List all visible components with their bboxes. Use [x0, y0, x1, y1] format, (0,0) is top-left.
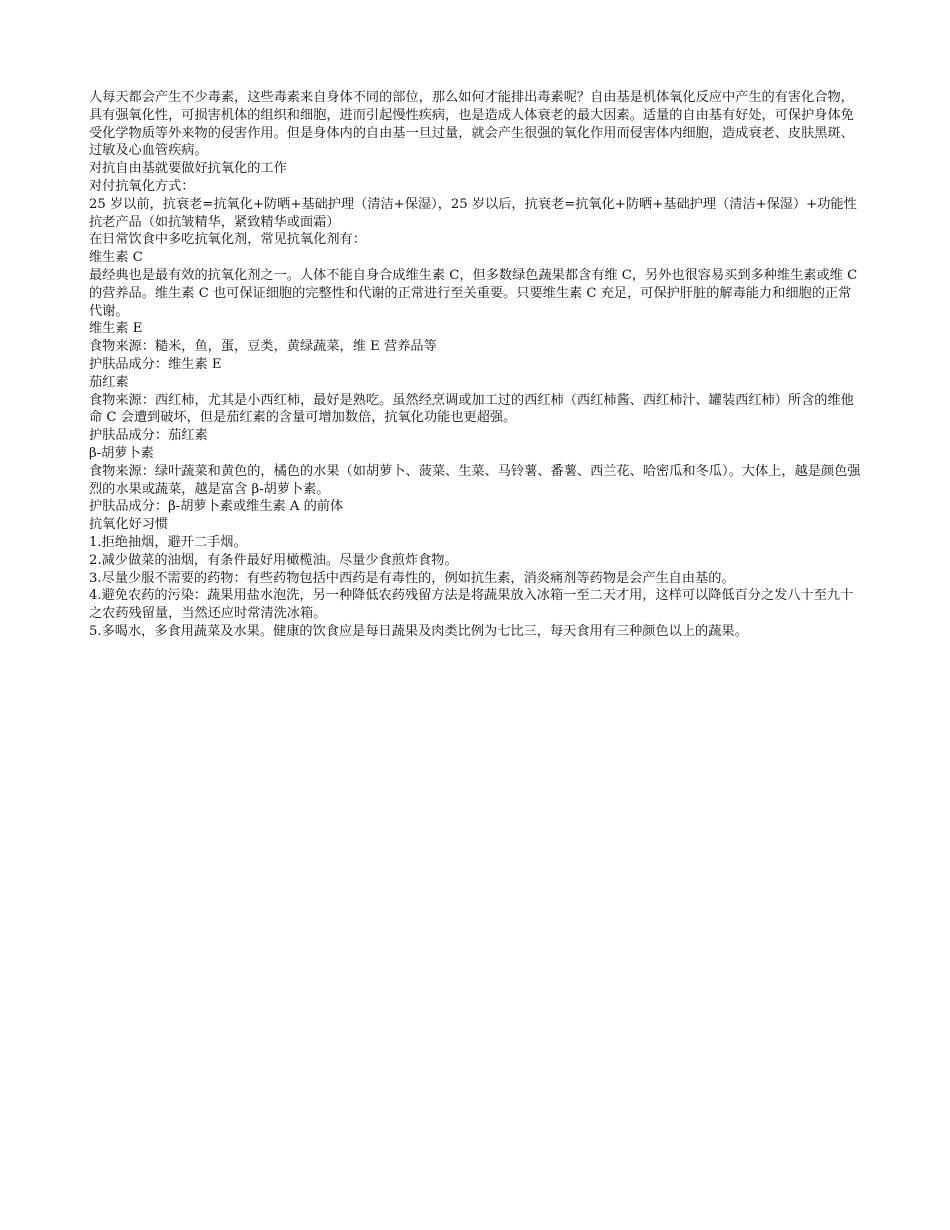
heading-antioxidant-work: 对抗自由基就要做好抗氧化的工作	[89, 161, 287, 177]
heading-diet: 在日常饮食中多吃抗氧化剂，常见抗氧化剂有：	[89, 232, 366, 248]
habit-item-1: 1.拒绝抽烟，避开二手烟。	[89, 534, 247, 550]
paragraph-age-formula: 25 岁以前，抗衰老=抗氧化+防晒+基础护理（清洁+保湿），25 岁以后，抗衰老=抗氧化+防晒+基础护理（清洁+保湿）+功能性抗老产品（如抗皱精华，紧致精华或面霜）	[89, 196, 857, 230]
heading-vitamin-c: 维生素 C	[89, 250, 143, 266]
beta-carotene-skincare: 护肤品成分：β-胡萝卜素或维生素 A 的前体	[89, 499, 344, 515]
paragraph-vitamin-c: 最经典也是最有效的抗氧化剂之一。人体不能自身合成维生素 C，但多数绿色蔬果都含有维 C，另外也很容易买到多种维生素或维 C 的营养品。维生素 C 也可保证细胞的完整性和代谢的正常进行至关重要。只要维生素 C 充足，可保护肝脏的解毒能力和细胞的正常代谢。	[89, 267, 858, 319]
habit-item-4: 4.避免农药的污染：蔬果用盐水泡洗，另一种降低农药残留方法是将蔬果放入冰箱一至二天才用，这样可以降低百分之发八十至九十之农药残留量，当然还应时常清洗冰箱。	[89, 588, 854, 622]
habit-item-3: 3.尽量少服不需要的药物：有些药物包括中西药是有毒性的，例如抗生素，消炎痛剂等药物是会产生自由基的。	[89, 570, 735, 586]
heading-vitamin-e: 维生素 E	[89, 321, 143, 337]
heading-lycopene: 茄红素	[89, 374, 129, 390]
document-body	[89, 89, 864, 641]
habit-item-2: 2.减少做菜的油烟，有条件最好用橄榄油。尽量少食煎炸食物。	[89, 552, 458, 568]
lycopene-food-source: 食物来源：西红柿，尤其是小西红柿，最好是熟吃。虽然经烹调或加工过的西红柿（西红柿酱、西红柿汁、罐装西红柿）所含的维他命 C 会遭到破坏，但是茄红素的含量可增加数倍，抗氧化功能也更超强。	[89, 392, 854, 426]
heading-good-habits: 抗氧化好习惯	[89, 517, 169, 533]
heading-beta-carotene: β-胡萝卜素	[89, 445, 154, 461]
habit-item-5: 5.多喝水，多食用蔬菜及水果。健康的饮食应是每日蔬果及肉类比例为七比三，每天食用有三种颜色以上的蔬果。	[89, 623, 748, 639]
vitamin-e-skincare: 护肤品成分：维生素 E	[89, 356, 222, 372]
lycopene-skincare: 护肤品成分：茄红素	[89, 428, 208, 444]
vitamin-e-food-source: 食物来源：糙米，鱼，蛋，豆类，黄绿蔬菜，维 E 营养品等	[89, 339, 437, 355]
beta-carotene-food-source: 食物来源：绿叶蔬菜和黄色的，橘色的水果（如胡萝卜、菠菜、生菜、马铃薯、番薯、西兰花、哈密瓜和冬瓜）。大体上，越是颜色强烈的水果或蔬菜，越是富含 β-胡萝卜素。	[89, 463, 861, 497]
heading-methods: 对付抗氧化方式：	[89, 178, 195, 194]
intro-paragraph: 人每天都会产生不少毒素，这些毒素来自身体不同的部位，那么如何才能排出毒素呢？自由基是机体氧化反应中产生的有害化合物，具有强氧化性，可损害机体的组织和细胞，进而引起慢性疾病，也是造成人体衰老的最大因素。适量的自由基有好处，可保护身体免受化学物质等外来物的侵害作用。但是身体内的自由基一旦过量，就会产生很强的氧化作用而侵害体内细胞，造成衰老、皮肤黑斑、过敏及心血管疾病。	[89, 90, 854, 159]
